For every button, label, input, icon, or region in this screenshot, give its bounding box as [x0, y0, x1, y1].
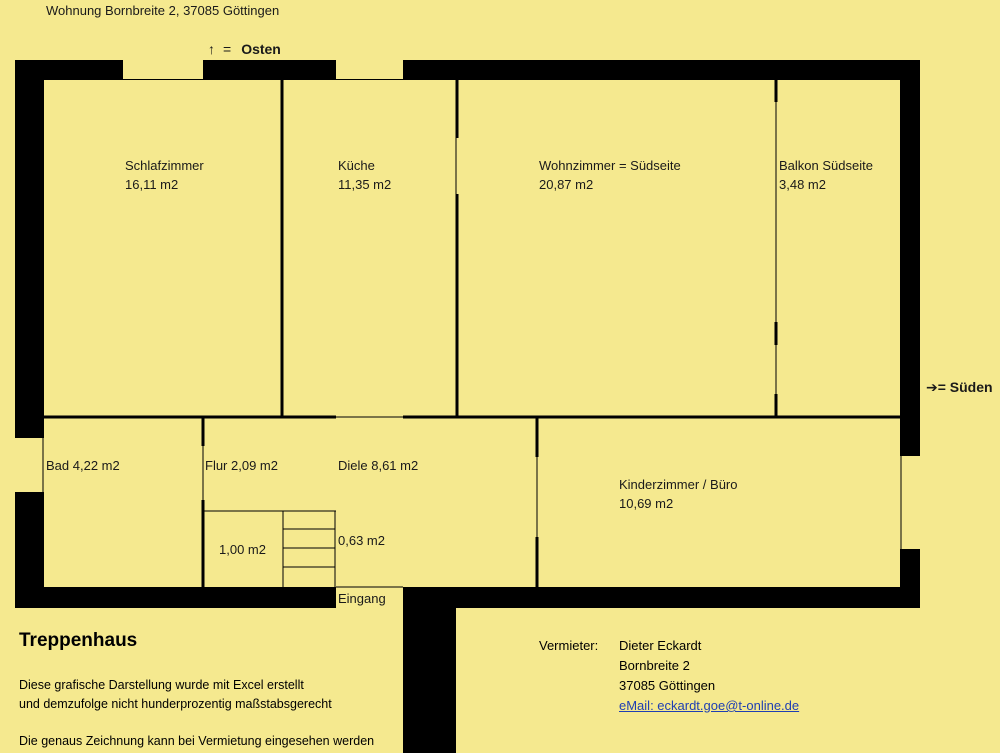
compass-south-label: ➔= Süden [926, 379, 993, 395]
compass-north [208, 40, 281, 58]
room-kinderzimmer [619, 475, 737, 513]
note-line-2: und demzufolge nicht hunderprozentig maßstabsgerecht [19, 697, 332, 711]
room-name: Schlafzimmer [125, 158, 204, 173]
room-name: Balkon Südseite [779, 158, 873, 173]
arrow-up-icon: ↑ [208, 41, 215, 57]
room-area: 16,11 m2 [125, 177, 179, 192]
room-treppe-area: 0,63 m2 [338, 533, 385, 548]
note-line-1: Diese grafische Darstellung wurde mit Excel erstellt [19, 678, 304, 692]
wall-top-right [403, 60, 920, 80]
room-name: Kinderzimmer / Büro [619, 477, 738, 492]
wall-right-upper [900, 60, 920, 456]
landlord-email-link[interactable]: eMail: eckardt.goe@t-online.de [619, 698, 800, 713]
room-wohnzimmer [539, 156, 681, 194]
room-abstell-area: 1,00 m2 [219, 542, 266, 557]
landlord-name: Dieter Eckardt [619, 638, 702, 653]
room-name: Küche [338, 158, 375, 173]
note-line-3: Die genaus Zeichnung kann bei Vermietung eingesehen werden [19, 734, 375, 748]
landlord-block [619, 636, 799, 716]
wall-bottom-left [15, 587, 336, 608]
room-area: 3,48 m2 [779, 177, 826, 192]
wall-top-middle [203, 60, 336, 80]
room-kueche [338, 156, 391, 194]
landlord-label: Vermieter: [539, 638, 599, 653]
compass-equals: = [223, 41, 232, 57]
room-balkon [779, 156, 873, 194]
room-area: 10,69 m2 [619, 496, 674, 511]
room-schlafzimmer [125, 156, 204, 194]
room-flur: Flur 2,09 m2 [205, 458, 278, 473]
landlord-street: Bornbreite 2 [619, 658, 690, 673]
page-title: Wohnung Bornbreite 2, 37085 Göttingen [46, 3, 280, 18]
compass-north-label: Osten [241, 41, 281, 57]
entrance-label: Eingang [338, 591, 386, 606]
wall-stairwell [403, 587, 456, 753]
stairwell-heading: Treppenhaus [19, 630, 138, 651]
room-name: Wohnzimmer = Südseite [539, 158, 681, 173]
room-bad: Bad 4,22 m2 [46, 458, 120, 473]
room-diele: Diele 8,61 m2 [338, 458, 419, 473]
wall-bottom-right [403, 587, 920, 608]
room-area: 11,35 m2 [338, 177, 392, 192]
landlord-city: 37085 Göttingen [619, 678, 716, 693]
wall-left-upper [15, 60, 44, 438]
room-area: 20,87 m2 [539, 177, 594, 192]
